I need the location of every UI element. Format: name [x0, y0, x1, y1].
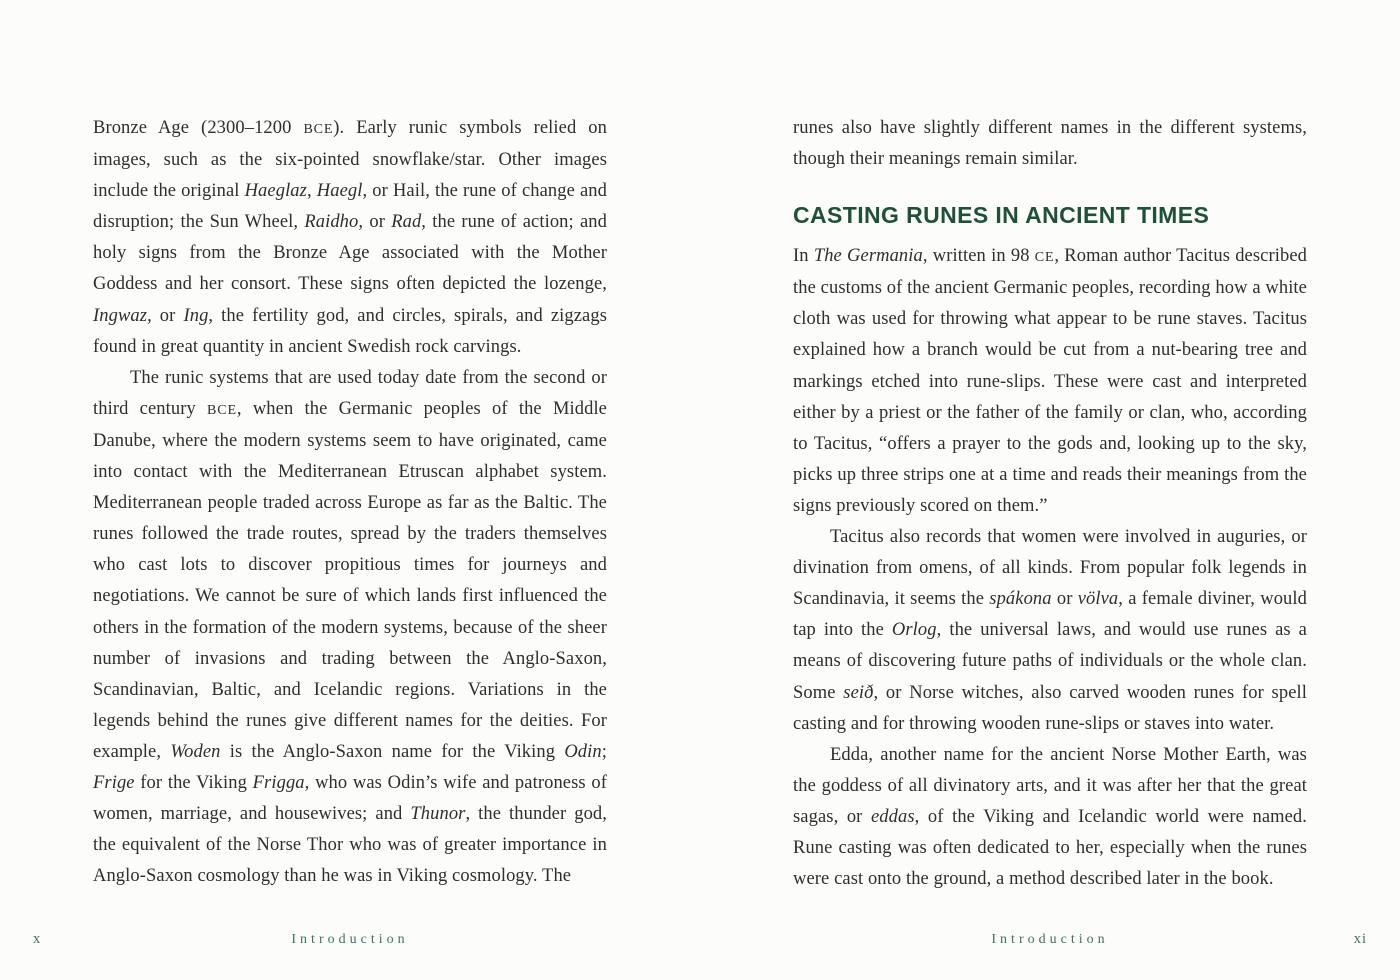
- italic-term: Frigga: [252, 772, 305, 793]
- running-footer: Introduction: [991, 932, 1109, 947]
- italic-term: Ingwaz: [93, 305, 148, 326]
- body-paragraph: [793, 113, 1307, 175]
- section-heading: CASTING RUNES IN ANCIENT TIMES: [793, 202, 1210, 229]
- italic-term: Ing: [183, 305, 209, 326]
- italic-term: Rad: [391, 212, 422, 233]
- text-run: runes also have slightly different names in the different systems, though their meanings remain similar.: [793, 118, 1307, 170]
- text-run: , a female diviner, would tap into the: [793, 589, 1308, 641]
- text-run: , written in 98: [922, 246, 1035, 267]
- body-paragraph: [93, 363, 607, 893]
- text-run: , or Hail, the rune of change and disruption; the Sun Wheel,: [93, 181, 608, 233]
- smallcaps-era: BCE: [303, 121, 334, 137]
- italic-term: Thunor: [410, 804, 466, 825]
- page-number: xi: [1353, 931, 1367, 947]
- text-run: In: [793, 246, 814, 267]
- italic-term: The Germania: [813, 246, 923, 267]
- text-run: or: [363, 212, 392, 233]
- text-run: , the universal laws, and would use runes as a means of discovering future paths of individuals or the whole clan. Some: [793, 620, 1307, 703]
- text-run: or: [1051, 589, 1078, 610]
- text-run: Edda, another name for the ancient Norse Mother Earth, was the goddess of all divinatory arts, and it was after her that the great sagas, or: [793, 744, 1307, 827]
- text-run: , the rune of action; and holy signs from the Bronze Age associated with the Mother Goddess and her consort. These signs often depicted the lozenge,: [93, 212, 608, 295]
- right-page: [700, 0, 1400, 980]
- italic-term: seið: [843, 682, 874, 703]
- text-run: , of the Viking and Icelandic world were named. Rune casting was often dedicated to her, especially when the runes were cast onto the ground, a method described later in the book.: [793, 806, 1308, 890]
- italic-term: Woden: [170, 741, 221, 762]
- text-run: for the Viking: [134, 772, 253, 793]
- text-run: The runic systems that are used today date from the second or third century: [93, 367, 607, 419]
- italic-term: Raidho,: [304, 212, 364, 233]
- text-run: is the Anglo-Saxon name for the Viking: [220, 741, 565, 762]
- text-run: , or: [147, 305, 184, 326]
- italic-term: Haeglaz: [244, 181, 307, 202]
- text-run: ). Early runic symbols relied on images, such as the six-pointed snowflake/star. Other images include the original: [93, 118, 607, 202]
- text-run: Tacitus also records that women were involved in auguries, or divination from omens, of all kinds. From popular folk legends in Scandinavia, it seems the: [793, 527, 1307, 610]
- text-run: Bronze Age (2300–1200: [93, 118, 304, 138]
- italic-term: Odin: [564, 741, 602, 762]
- text-run: , Roman author Tacitus described the customs of the ancient Germanic peoples, recording how a white cloth was used for throwing what appear to be rune staves. Tacitus explained how a branch would be cut from a nut-bearing tree and markings etched into rune-slips. These were cast and interpreted either by a priest or the father of the family or clan, who, according to Tacitus, “offers a prayer to the gods and, looking up to the sky, picks up three strips one at a time and reads their meanings from the signs previously scored on them.”: [793, 246, 1307, 516]
- italic-term: eddas: [871, 806, 915, 827]
- body-paragraph: [793, 740, 1307, 895]
- text-run: , the fertility god, and circles, spirals, and zigzags found in great quantity in ancient Swedish rock carvings.: [93, 305, 607, 357]
- smallcaps-era: BCE: [207, 401, 237, 418]
- body-paragraph: [793, 522, 1307, 740]
- body-paragraph: [793, 241, 1307, 522]
- text-run: ,: [306, 181, 317, 202]
- text-run: ;: [601, 741, 607, 762]
- italic-term: spákona: [989, 589, 1052, 610]
- italic-term: völva: [1077, 589, 1119, 610]
- italic-term: Haegl: [316, 181, 363, 202]
- smallcaps-era: CE: [1034, 249, 1055, 266]
- page-number: x: [33, 931, 42, 947]
- text-run: , when the Germanic peoples of the Middle Danube, where the modern systems seem to have originated, came into contact with the Mediterranean Etruscan alphabet system. Mediterranean people traded across Europe as far as the Baltic. The runes followed the trade routes, spread by the traders themselves who cast lots to discover propitious times for journeys and negotiations. We cannot be sure of which lands first influenced the others in the formation of the modern systems, because of the sheer number of invasions and trading between the Anglo-Saxon, Scandinavian, Baltic, and Icelandic regions. Variations in the legends behind the runes give different names for the deities. For example,: [93, 398, 607, 762]
- text-run: , the thunder god, the equivalent of the Norse Thor who was of greater importance in Anglo-Saxon cosmology than he was in Viking cosmology. The: [93, 804, 607, 887]
- running-footer: Introduction: [291, 932, 409, 947]
- italic-term: Frige: [93, 772, 135, 793]
- body-paragraph: [93, 113, 607, 363]
- text-run: , who was Odin’s wife and patroness of women, marriage, and housewives; and: [93, 772, 607, 825]
- text-run: , or Norse witches, also carved wooden runes for spell casting and for throwing wooden rune-slips or staves into water.: [793, 682, 1307, 734]
- italic-term: Orlog: [891, 620, 937, 641]
